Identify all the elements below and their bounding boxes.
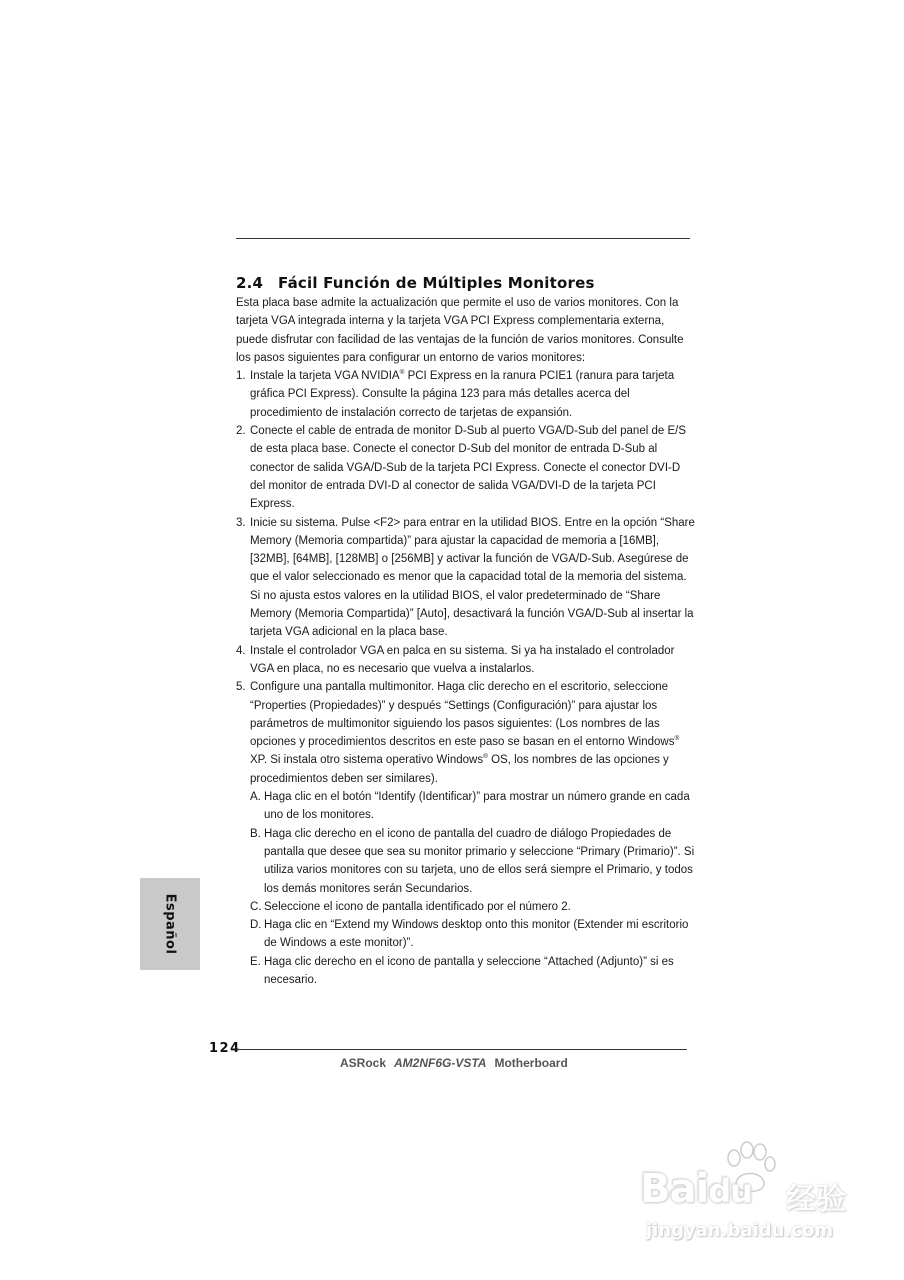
list-item (236, 422, 696, 513)
list-marker: 2. (236, 425, 246, 438)
substep-text: Haga clic derecho en el icono de pantalla y seleccione “Attached (Adjunto)” si es necesario. (264, 955, 674, 986)
list-item (236, 953, 696, 990)
list-marker: 3. (236, 516, 246, 529)
section-title: Fácil Función de Múltiples Monitores (278, 274, 595, 292)
list-marker: C. (250, 900, 262, 913)
registered-mark: ® (674, 735, 680, 743)
list-item (236, 916, 696, 953)
step-text: PCI Express en la ranura PCIE1 (ranura para tarjeta gráfica PCI Express). Consulte la página 123 para más detalles acerca del procedimiento de instalación correcto de tarjetas de expansión. (250, 370, 675, 419)
body-text (236, 294, 696, 989)
list-marker: B. (250, 827, 261, 840)
list-item (236, 367, 696, 422)
page-number: 124 (209, 1041, 241, 1056)
list-item (236, 642, 696, 679)
watermark-jingyan: 经验 (786, 1182, 846, 1217)
footer-rule (236, 1049, 687, 1050)
step-text: XP. Si instala otro sistema operativo Windows (250, 754, 484, 767)
list-marker: D. (250, 919, 262, 932)
footer-model: AM2NF6G-VSTA (394, 1056, 487, 1070)
language-tab-label: Español (162, 893, 178, 955)
list-item (236, 825, 696, 898)
intro-paragraph: Esta placa base admite la actualización que permite el uso de varios monitores. Con la tarjeta VGA integrada interna y la tarjeta VGA PCI Express complementaria externa, puede disfrutar con facilidad de las ventajas de la función de varios monitores. Consulte los pasos siguientes para configurar un entorno de varios monitores: (236, 297, 684, 364)
footer (340, 1056, 568, 1070)
substep-text: Haga clic en “Extend my Windows desktop onto this monitor (Extender mi escritorio de Windows a este monitor)”. (264, 919, 689, 950)
list-marker: 1. (236, 370, 246, 383)
language-tab (140, 878, 200, 970)
list-item (236, 788, 696, 825)
list-marker: 5. (236, 681, 246, 694)
step-text: Configure una pantalla multimonitor. Haga clic derecho en el escritorio, seleccione “Properties (Propiedades)” y después “Settings (Configuración)” para ajustar los parámetros de multimonitor siguiendo los pasos siguientes: (Los nombres de las opciones y procedimientos descritos en este paso se basan en el entorno Windows (250, 681, 675, 749)
substep-text: Seleccione el icono de pantalla identificado por el número 2. (264, 900, 571, 913)
list-item (236, 898, 696, 916)
substep-text: Haga clic en el botón “Identify (Identificar)” para mostrar un número grande en cada uno de los monitores. (264, 791, 690, 822)
step-text: OS, los nombres de las opciones y procedimientos deben ser similares). (250, 754, 669, 785)
watermark-url: jingyan.baidu.com (646, 1220, 834, 1241)
watermark-logo: Baidu (640, 1166, 752, 1212)
list-item (236, 678, 696, 788)
header-rule (236, 238, 690, 239)
section-number: 2.4 (236, 274, 264, 292)
section-heading (236, 274, 595, 292)
step-text: Inicie su sistema. Pulse <F2> para entrar en la utilidad BIOS. Entre en la opción “Share Memory (Memoria compartida)” para ajustar la capacidad de memoria a [16MB], [32MB], [64MB], [128MB] o [256MB] y activar la función de VGA/D-Sub. Asegúrese de que el valor seleccionado es menor que la capacidad total de la memoria del sistema. Si no ajusta estos valores en la utilidad BIOS, el valor predeterminado de “Share Memory (Memoria Compartida)” [Auto], desactivará la función VGA/D-Sub al insertar la tarjeta VGA adicional en la placa base. (250, 516, 695, 639)
step-text: Instale la tarjeta VGA NVIDIA (250, 370, 400, 383)
footer-brand: ASRock (340, 1056, 387, 1070)
registered-mark: ® (483, 753, 488, 761)
registered-mark: ® (399, 369, 405, 377)
footer-product: Motherboard (494, 1056, 568, 1070)
step-text: Instale el controlador VGA en palca en su sistema. Si ya ha instalado el controlador VGA en placa, no es necesario que vuelva a instalarlos. (250, 644, 675, 675)
list-marker: 4. (236, 644, 246, 657)
substep-text: Haga clic derecho en el icono de pantalla del cuadro de diálogo Propiedades de pantalla que desee que sea su monitor primario y seleccione “Primary (Primario)”. Si utiliza varios monitores con su tarjeta, uno de ellos será siempre el Primario, y todos los demás monitores serán Secundarios. (264, 827, 695, 895)
watermark (640, 1140, 860, 1250)
step-text: Conecte el cable de entrada de monitor D-Sub al puerto VGA/D-Sub del panel de E/S de esta placa base. Conecte el conector D-Sub del monitor de entrada D-Sub al conector de salida VGA/D-Sub de la tarjeta PCI Express. Conecte el conector DVI-D del monitor de entrada DVI-D al conector de salida VGA/DVI-D de la tarjeta PCI Express. (250, 425, 686, 511)
list-item (236, 514, 696, 642)
list-marker: E. (250, 955, 261, 968)
substeps-list (236, 788, 696, 989)
list-marker: A. (250, 791, 261, 804)
steps-list (236, 367, 696, 788)
